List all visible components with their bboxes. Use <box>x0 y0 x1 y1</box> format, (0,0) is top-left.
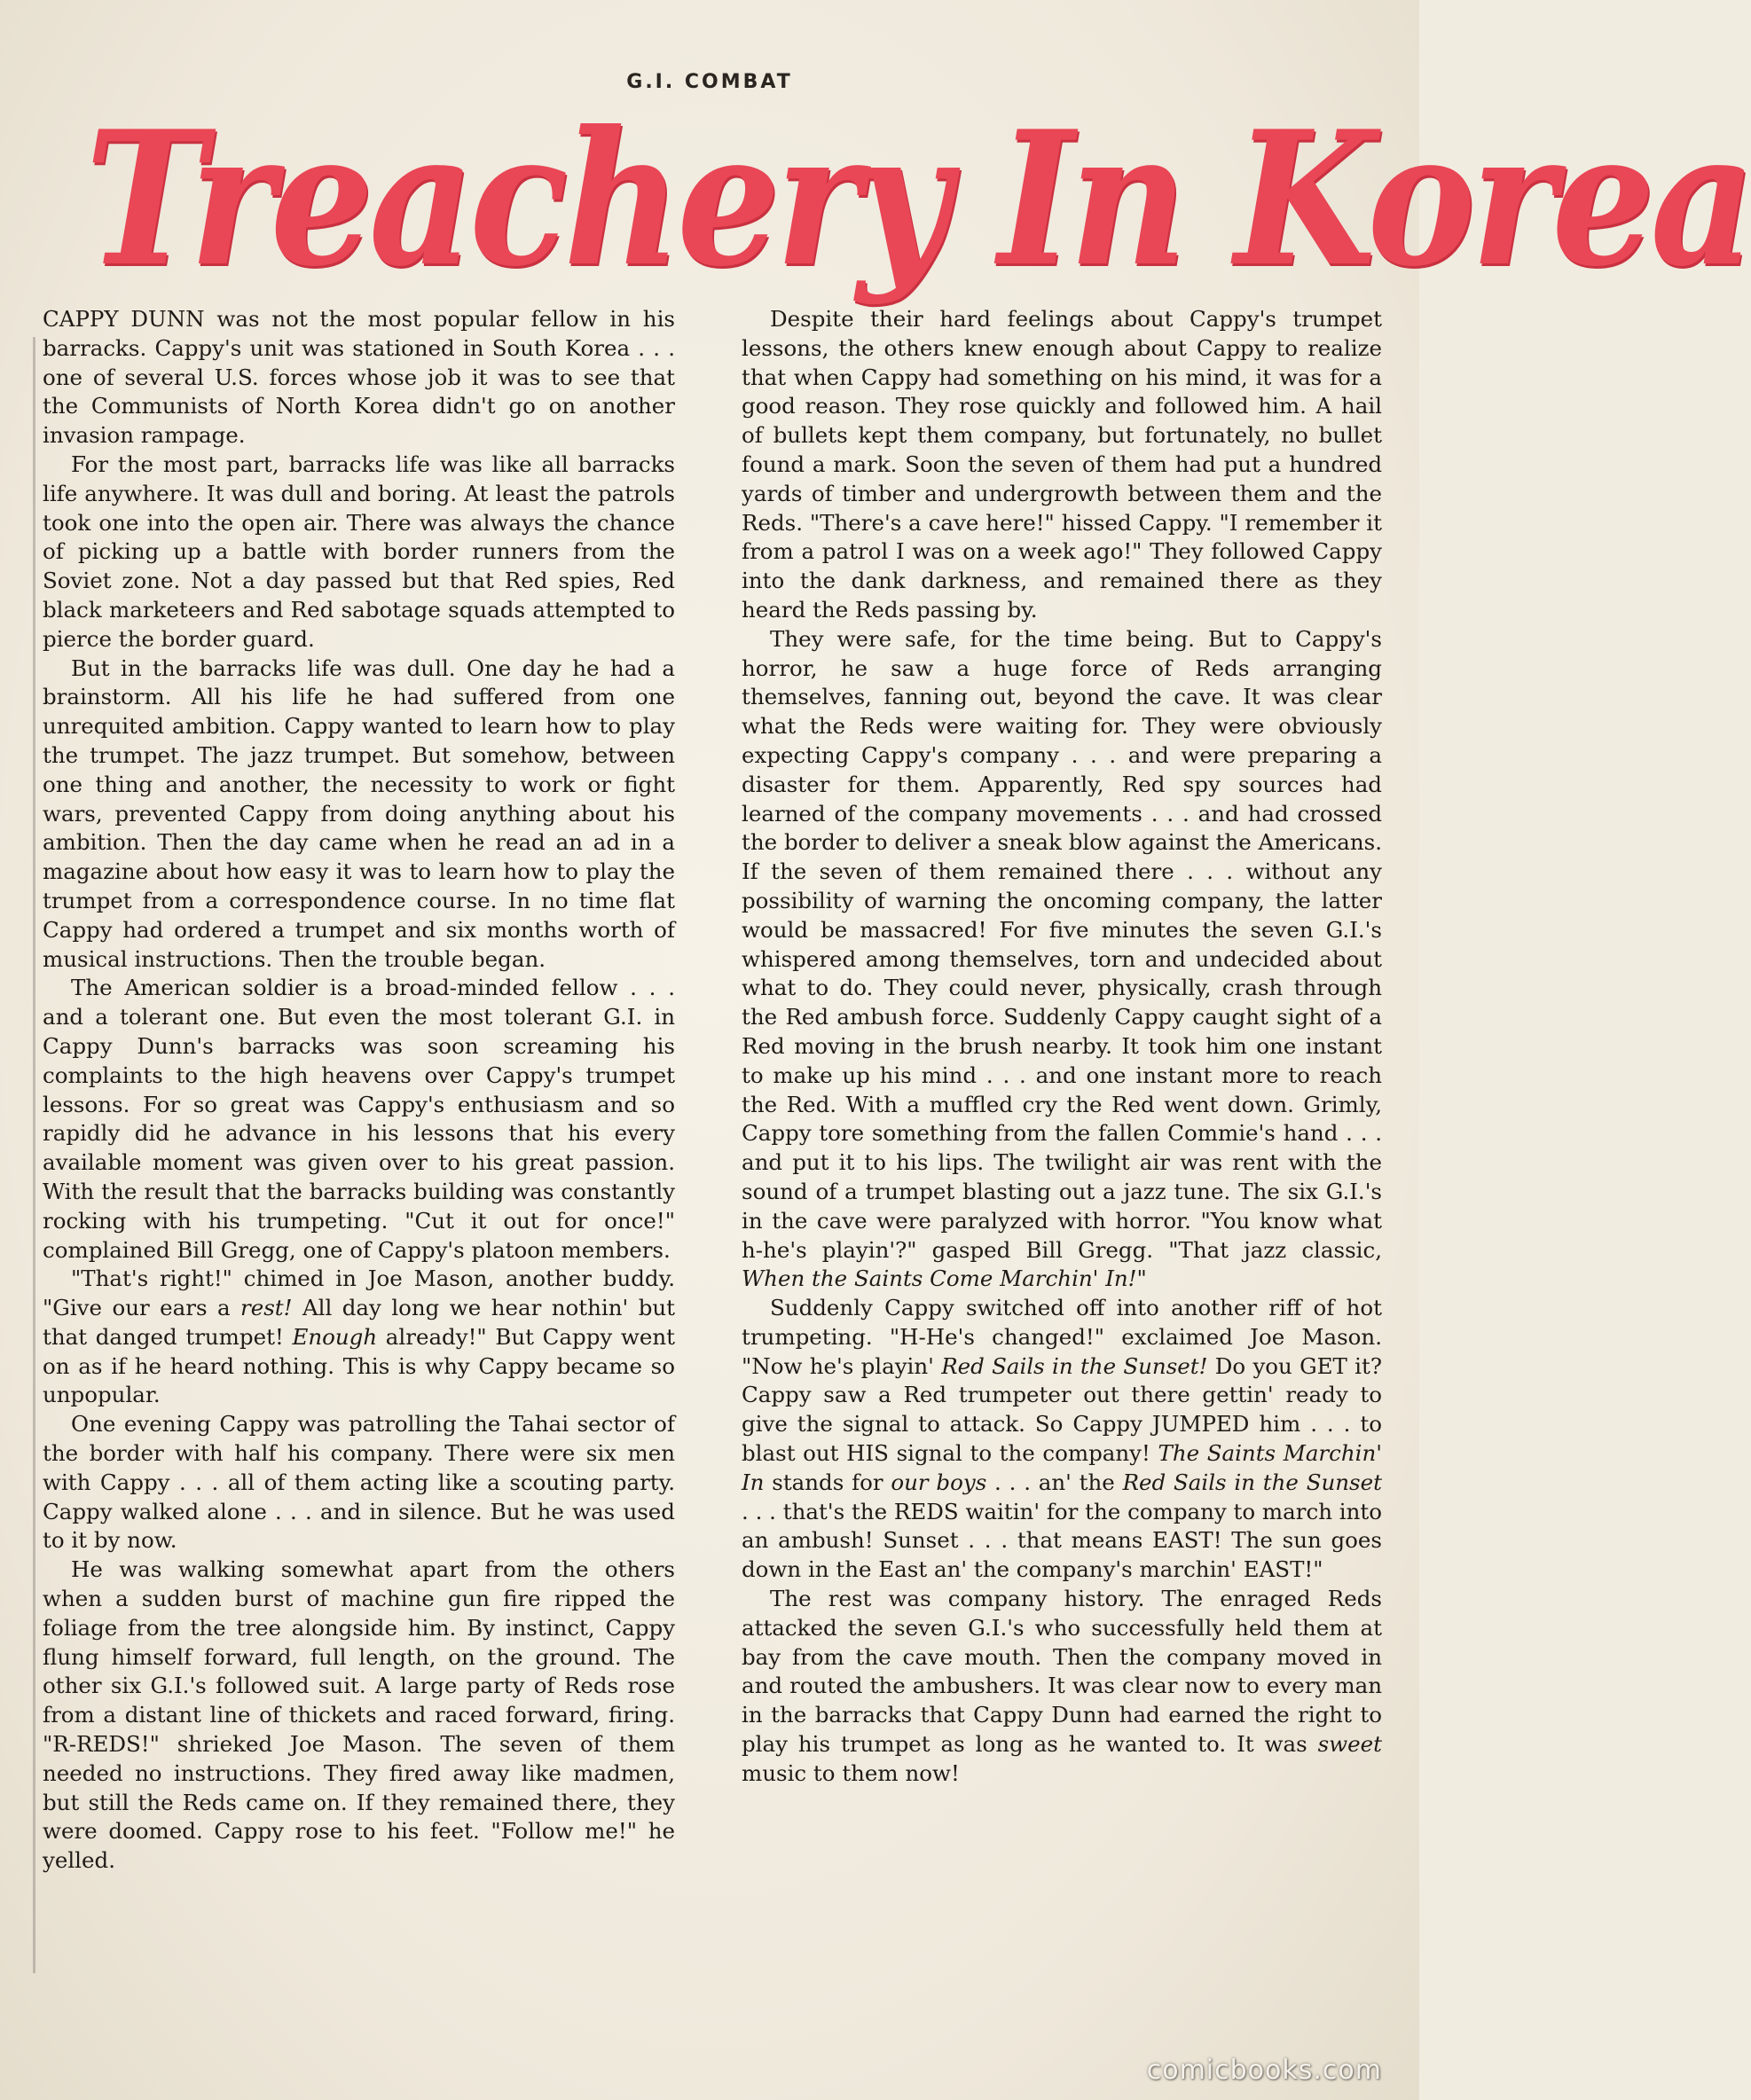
text-run: Despite their hard feelings about Cappy's trumpet lessons, the others knew enough about Cappy to realize that when Cappy had something on his mind, it was for a good reason. They rose quickly and followed him. A hail of bullets kept them company, but fortunately, no bullet found a mark. Soon the seven of them had put a hundred yards of timber and undergrowth between them and the Reds. "There's a cave here!" hissed Cappy. "I remember it from a patrol I was on a week ago!" They followed Cappy into the dank darkness, and remained there as they heard the Reds passing by. <box>742 306 1382 623</box>
text-run: already!" But Cappy went on as if he heard nothing. This is why Cappy became so unpopular. <box>43 1323 675 1408</box>
italic-run: sweet <box>1317 1731 1382 1758</box>
site-watermark: comicbooks.com <box>1146 2055 1382 2086</box>
text-run: The rest was company history. The enraged Reds attacked the seven G.I.'s who successfully held them at bay from the cave mouth. Then the company moved in and routed the ambushers. It was clear now to every man in the barracks that Cappy Dunn had earned the right to play his trumpet as long as he wanted to. It was <box>742 1586 1382 1758</box>
paragraph <box>43 974 675 1265</box>
paragraph <box>43 1555 675 1876</box>
text-run: Suddenly Cappy switched off into another riff of hot trumpeting. "H-He's changed!" exclaimed Joe Mason. "Now he's playin' <box>742 1295 1382 1379</box>
text-run: CAPPY DUNN was not the most popular fellow in his barracks. Cappy's unit was stationed in South Korea . . . one of several U.S. forces whose job it was to see that the Communists of North Korea didn't go on another invasion rampage. <box>43 306 675 449</box>
paragraph <box>43 305 675 451</box>
paragraph <box>742 625 1382 1294</box>
paragraph <box>43 1265 675 1410</box>
text-run: All day long we hear nothin' but that danged trumpet! <box>43 1295 676 1350</box>
text-run: stands for <box>764 1469 891 1495</box>
text-run: . . . that's the REDS waitin' for the company to march into an ambush! Sunset . . . that means EAST! The sun goes down in the East an' the company's marchin' EAST!" <box>742 1498 1382 1583</box>
text-run: " <box>1136 1265 1147 1292</box>
italic-run: Red Sails in the Sunset <box>1122 1469 1382 1495</box>
paragraph <box>742 1585 1382 1789</box>
italic-run: Red Sails in the Sunset! <box>941 1352 1208 1379</box>
text-run: They were safe, for the time being. But to Cappy's horror, he saw a huge force of Reds arranging themselves, fanning out, beyond the cave. It was clear what the Reds were waiting for. They were obviously expecting Cappy's company . . . and were preparing a disaster for them. Apparently, Red spy sources had learned of the company movements . . . and had crossed the border to deliver a sneak blow against the Americans. If the seven of them remained there . . . without any possibility of warning the oncoming company, the latter would be massacred! For five minutes the seven G.I.'s whispered among themselves, torn and undecided about what to do. They could never, physically, crash through the Red ambush force. Suddenly Cappy caught sight of a Red moving in the brush nearby. It took him one instant to make up his mind . . . and one instant more to reach the Red. With a muffled cry the Red went down. Grimly, Cappy tore something from the fallen Commie's hand . . . and put it to his lips. The twilight air was rent with the sound of a trumpet blasting out a jazz tune. The six G.I.'s in the cave were paralyzed with horror. "You know what h-he's playin'?" gasped Bill Gregg. "That jazz classic, <box>742 625 1382 1263</box>
italic-run: our boys <box>891 1469 987 1495</box>
paragraph <box>43 451 675 654</box>
paragraph <box>742 305 1382 625</box>
text-run: . . . an' the <box>986 1469 1123 1495</box>
text-run: Do you GET it? Cappy saw a Red trumpeter out there gettin' ready to give the signal to attack. So Cappy JUMPED him . . . to blast out HIS signal to the company! <box>742 1352 1382 1467</box>
italic-run: rest! <box>240 1295 293 1321</box>
magazine-header: G.I. COMBAT <box>626 71 793 93</box>
left-column <box>43 305 675 1876</box>
text-run: music to them now! <box>742 1759 960 1786</box>
text-run: The American soldier is a broad-minded fellow . . . and a tolerant one. But even the most tolerant G.I. in Cappy Dunn's barracks was soon screaming his complaints to the high heavens over Cappy's trumpet lessons. For so great was Cappy's enthusiasm and so rapidly did he advance in his lessons that his every available moment was given over to his great passion. With the result that the barracks building was constantly rocking with his trumpeting. "Cut it out for once!" complained Bill Gregg, one of Cappy's platoon members. <box>43 975 675 1263</box>
italic-run: The Saints Marchin' In <box>742 1440 1382 1495</box>
story-title: Treachery In Korea <box>85 91 1751 308</box>
paragraph <box>43 1410 675 1555</box>
italic-run: When the Saints Come Marchin' In! <box>742 1265 1137 1292</box>
margin-rule <box>33 337 35 1973</box>
text-run: For the most part, barracks life was like all barracks life anywhere. It was dull and boring. At least the patrols took one into the open air. There was always the chance of picking up a battle with border runners from the Soviet zone. Not a day passed but that Red spies, Red black marketeers and Red sabotage squads attempted to pierce the border guard. <box>43 451 675 652</box>
right-column <box>742 305 1382 1789</box>
paragraph <box>43 654 675 975</box>
paragraph <box>742 1294 1382 1585</box>
text-run: He was walking somewhat apart from the others when a sudden burst of machine gun fire ripped the foliage from the tree alongside him. By instinct, Cappy flung himself forward, full length, on the ground. The other six G.I.'s followed suit. A large party of Reds rose from a distant line of thickets and raced forward, firing. "R-REDS!" shrieked Joe Mason. The seven of them needed no instructions. They fired away like madmen, but still the Reds came on. If they remained there, they were doomed. Cappy rose to his feet. "Follow me!" he yelled. <box>43 1556 675 1874</box>
text-run: But in the barracks life was dull. One day he had a brainstorm. All his life he had suffered from one unrequited ambition. Cappy wanted to learn how to play the trumpet. The jazz trumpet. But somehow, between one thing and another, the necessity to work or fight wars, prevented Cappy from doing anything about his ambition. Then the day came when he read an ad in a magazine about how easy it was to learn how to play the trumpet from a correspondence course. In no time flat Cappy had ordered a trumpet and six months worth of musical instructions. Then the trouble began. <box>43 654 675 972</box>
italic-run: Enough <box>292 1323 378 1350</box>
text-run: One evening Cappy was patrolling the Tahai sector of the border with half his company. There were six men with Cappy . . . all of them acting like a scouting party. Cappy walked alone . . . and in silence. But he was used to it by now. <box>43 1411 675 1554</box>
text-run: "That's right!" chimed in Joe Mason, another buddy. "Give our ears a <box>43 1265 675 1321</box>
